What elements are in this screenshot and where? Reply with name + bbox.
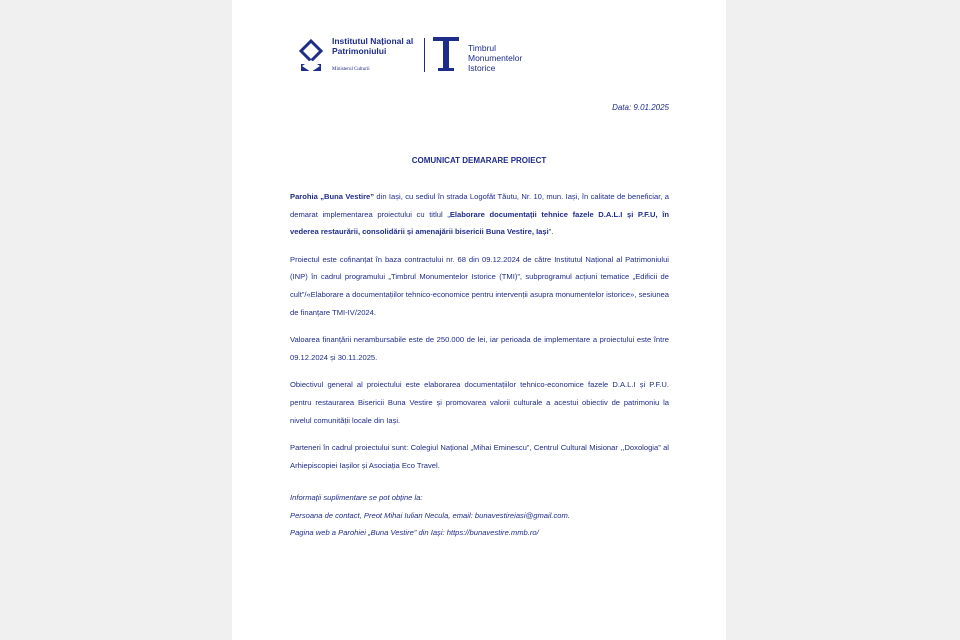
paragraph-5: Parteneri în cadrul proiectului sunt: Colegiul Național „Mihai Eminescu”, Centrul Cultural Misionar ,,Doxologia” al Arhiepiscopiei Iașilor și Asociația Eco Travel.	[290, 443, 669, 470]
tmi-name	[468, 43, 548, 73]
tmi-line3: Istorice	[468, 63, 496, 73]
info-heading: Informații suplimentare se pot obține la:	[290, 493, 423, 502]
inp-name-line2: Patrimoniului	[332, 46, 387, 56]
paragraph-3: Valoarea finanțării nerambursabile este de 250.000 de lei, iar perioada de implementare a proiectului este între 09.12.2024 și 30.11.2025.	[290, 335, 669, 362]
beneficiary-name: Parohia „Buna Vestire”	[290, 192, 375, 201]
contact-info	[290, 489, 669, 542]
diamond-logo-icon	[298, 38, 324, 72]
paragraph-1	[290, 188, 669, 241]
paragraph-1-text-b: ”.	[548, 227, 554, 237]
inp-name-line1: Institutul Național al	[332, 36, 414, 46]
document-date: Data: 9.01.2025	[612, 103, 669, 112]
contact-person: Persoana de contact, Preot Mihai Iulian Necula, email: bunavestireiasi@gmail.com.	[290, 510, 570, 520]
paragraph-2: Proiectul este cofinanțat în baza contractului nr. 68 din 09.12.2024 de către Institutul Național al Patrimoniului (INP) în cadrul programului „Timbrul Monumentelor Istorice (TMI)”, subprogramul acțiuni tematice „Edificii de cult”/«Elaborare a documentațiilor tehnico-economice pentru intervenții asupra monumentelor istorice», sesiunea de finanțare TMI-IV/2024.	[290, 254, 669, 317]
inp-ministry: Ministerul Culturii	[332, 67, 370, 72]
paragraph-4: Obiectivul general al proiectului este elaborarea documentațiilor tehnico-economice fazele D.A.L.I și P.F.U. pentru restaurarea Bisericii Buna Vestire și promovarea valorii culturale a acestui obiectiv de patrimoniu la nivelul comunității locale din Iași.	[290, 380, 669, 425]
document-page	[232, 0, 726, 640]
tmi-line2: Monumentelor	[468, 53, 523, 63]
logo-divider	[424, 38, 425, 72]
tmi-line1: Timbrul	[468, 43, 497, 53]
tmi-t-icon	[432, 36, 460, 72]
project-title: Elaborare documentații tehnice fazele D.A.L.I și P.F.U, în vederea restaurării, consolidării și amenajării bisericii Buna Vestire, Iași	[290, 209, 669, 237]
inp-logo	[298, 36, 422, 76]
tmi-logo	[432, 36, 542, 76]
paragraph-1-text-a: din Iași, cu sediul în strada Logofăt Tăutu, Nr. 10, mun. Iași, în calitate de beneficiar, a demarat implementarea proiectului cu titlul „	[290, 192, 669, 219]
document-title: COMUNICAT DEMARARE PROIECT	[411, 156, 547, 165]
website-line: Pagina web a Parohiei „Buna Vestire” din Iași: https://bunavestire.mmb.ro/	[290, 528, 539, 538]
inp-name	[332, 36, 432, 56]
document-body	[290, 188, 669, 484]
